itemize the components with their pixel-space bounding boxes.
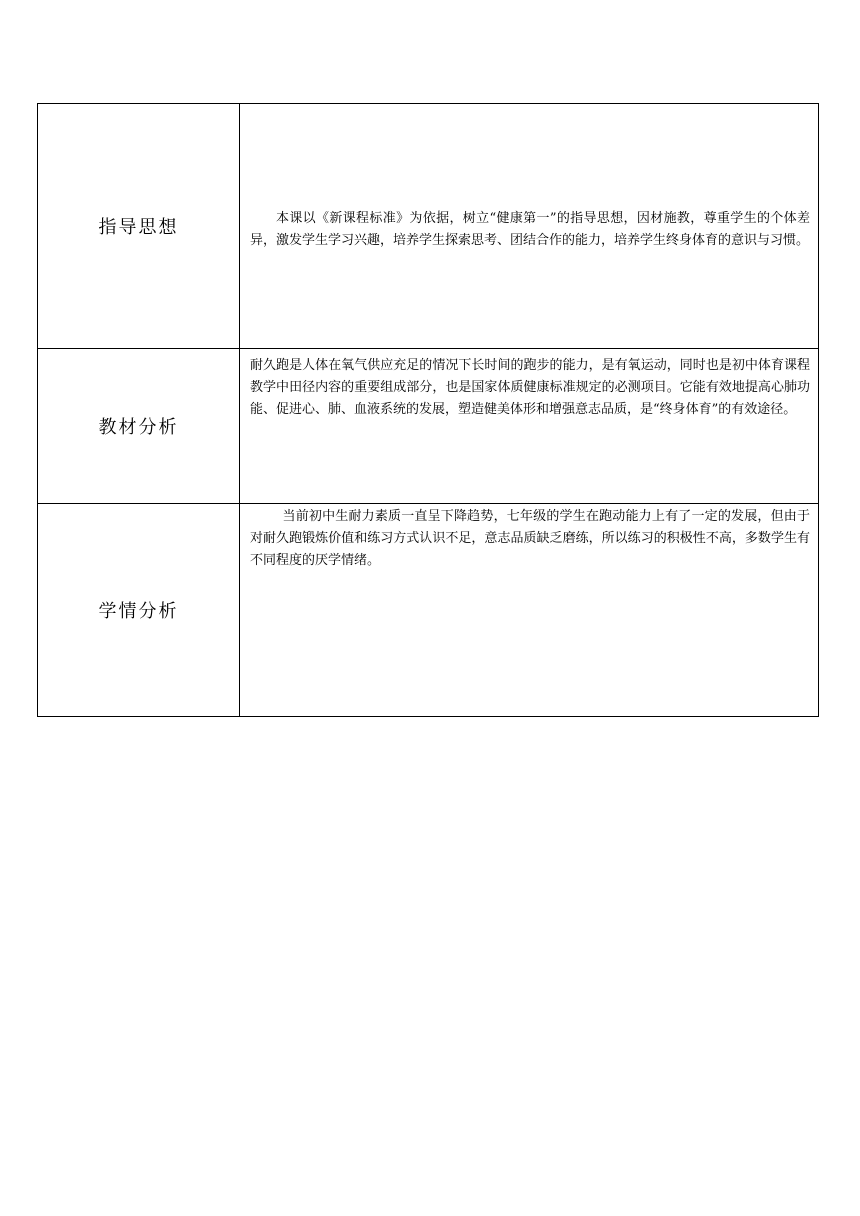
row-content-material-analysis (240, 349, 819, 504)
lesson-plan-table (37, 103, 819, 717)
table-row-material-analysis (38, 349, 819, 504)
row-content-guiding-thought (240, 104, 819, 349)
student-analysis-text: 当前初中生耐力素质一直呈下降趋势，七年级的学生在跑动能力上有了一定的发展，但由于对耐久跑锻炼价值和练习方式认识不足，意志品质缺乏磨练，所以练习的积极性不高，多数学生有不同程度的厌学情绪。 (250, 509, 810, 568)
table-row-student-analysis (38, 504, 819, 717)
material-analysis-text: 耐久跑是人体在氧气供应充足的情况下长时间的跑步的能力，是有氧运动，同时也是初中体育课程教学中田径内容的重要组成部分，也是国家体质健康标准规定的必测项目。它能有效地提高心肺功能、促进心、肺、血液系统的发展，塑造健美体形和增强意志品质，是“终身体育”的有效途径。 (250, 358, 810, 417)
table-row-guiding-thought (38, 104, 819, 349)
row-label-guiding-thought: 指导思想 (38, 104, 240, 349)
row-label-material-analysis: 教材分析 (38, 349, 240, 504)
row-content-student-analysis (240, 504, 819, 717)
guiding-thought-text: 本课以《新课程标准》为依据，树立“健康第一”的指导思想，因材施教，尊重学生的个体差异，激发学生学习兴趣，培养学生探索思考、团结合作的能力，培养学生终身体育的意识与习惯。 (250, 211, 810, 248)
row-label-student-analysis: 学情分析 (38, 504, 240, 717)
